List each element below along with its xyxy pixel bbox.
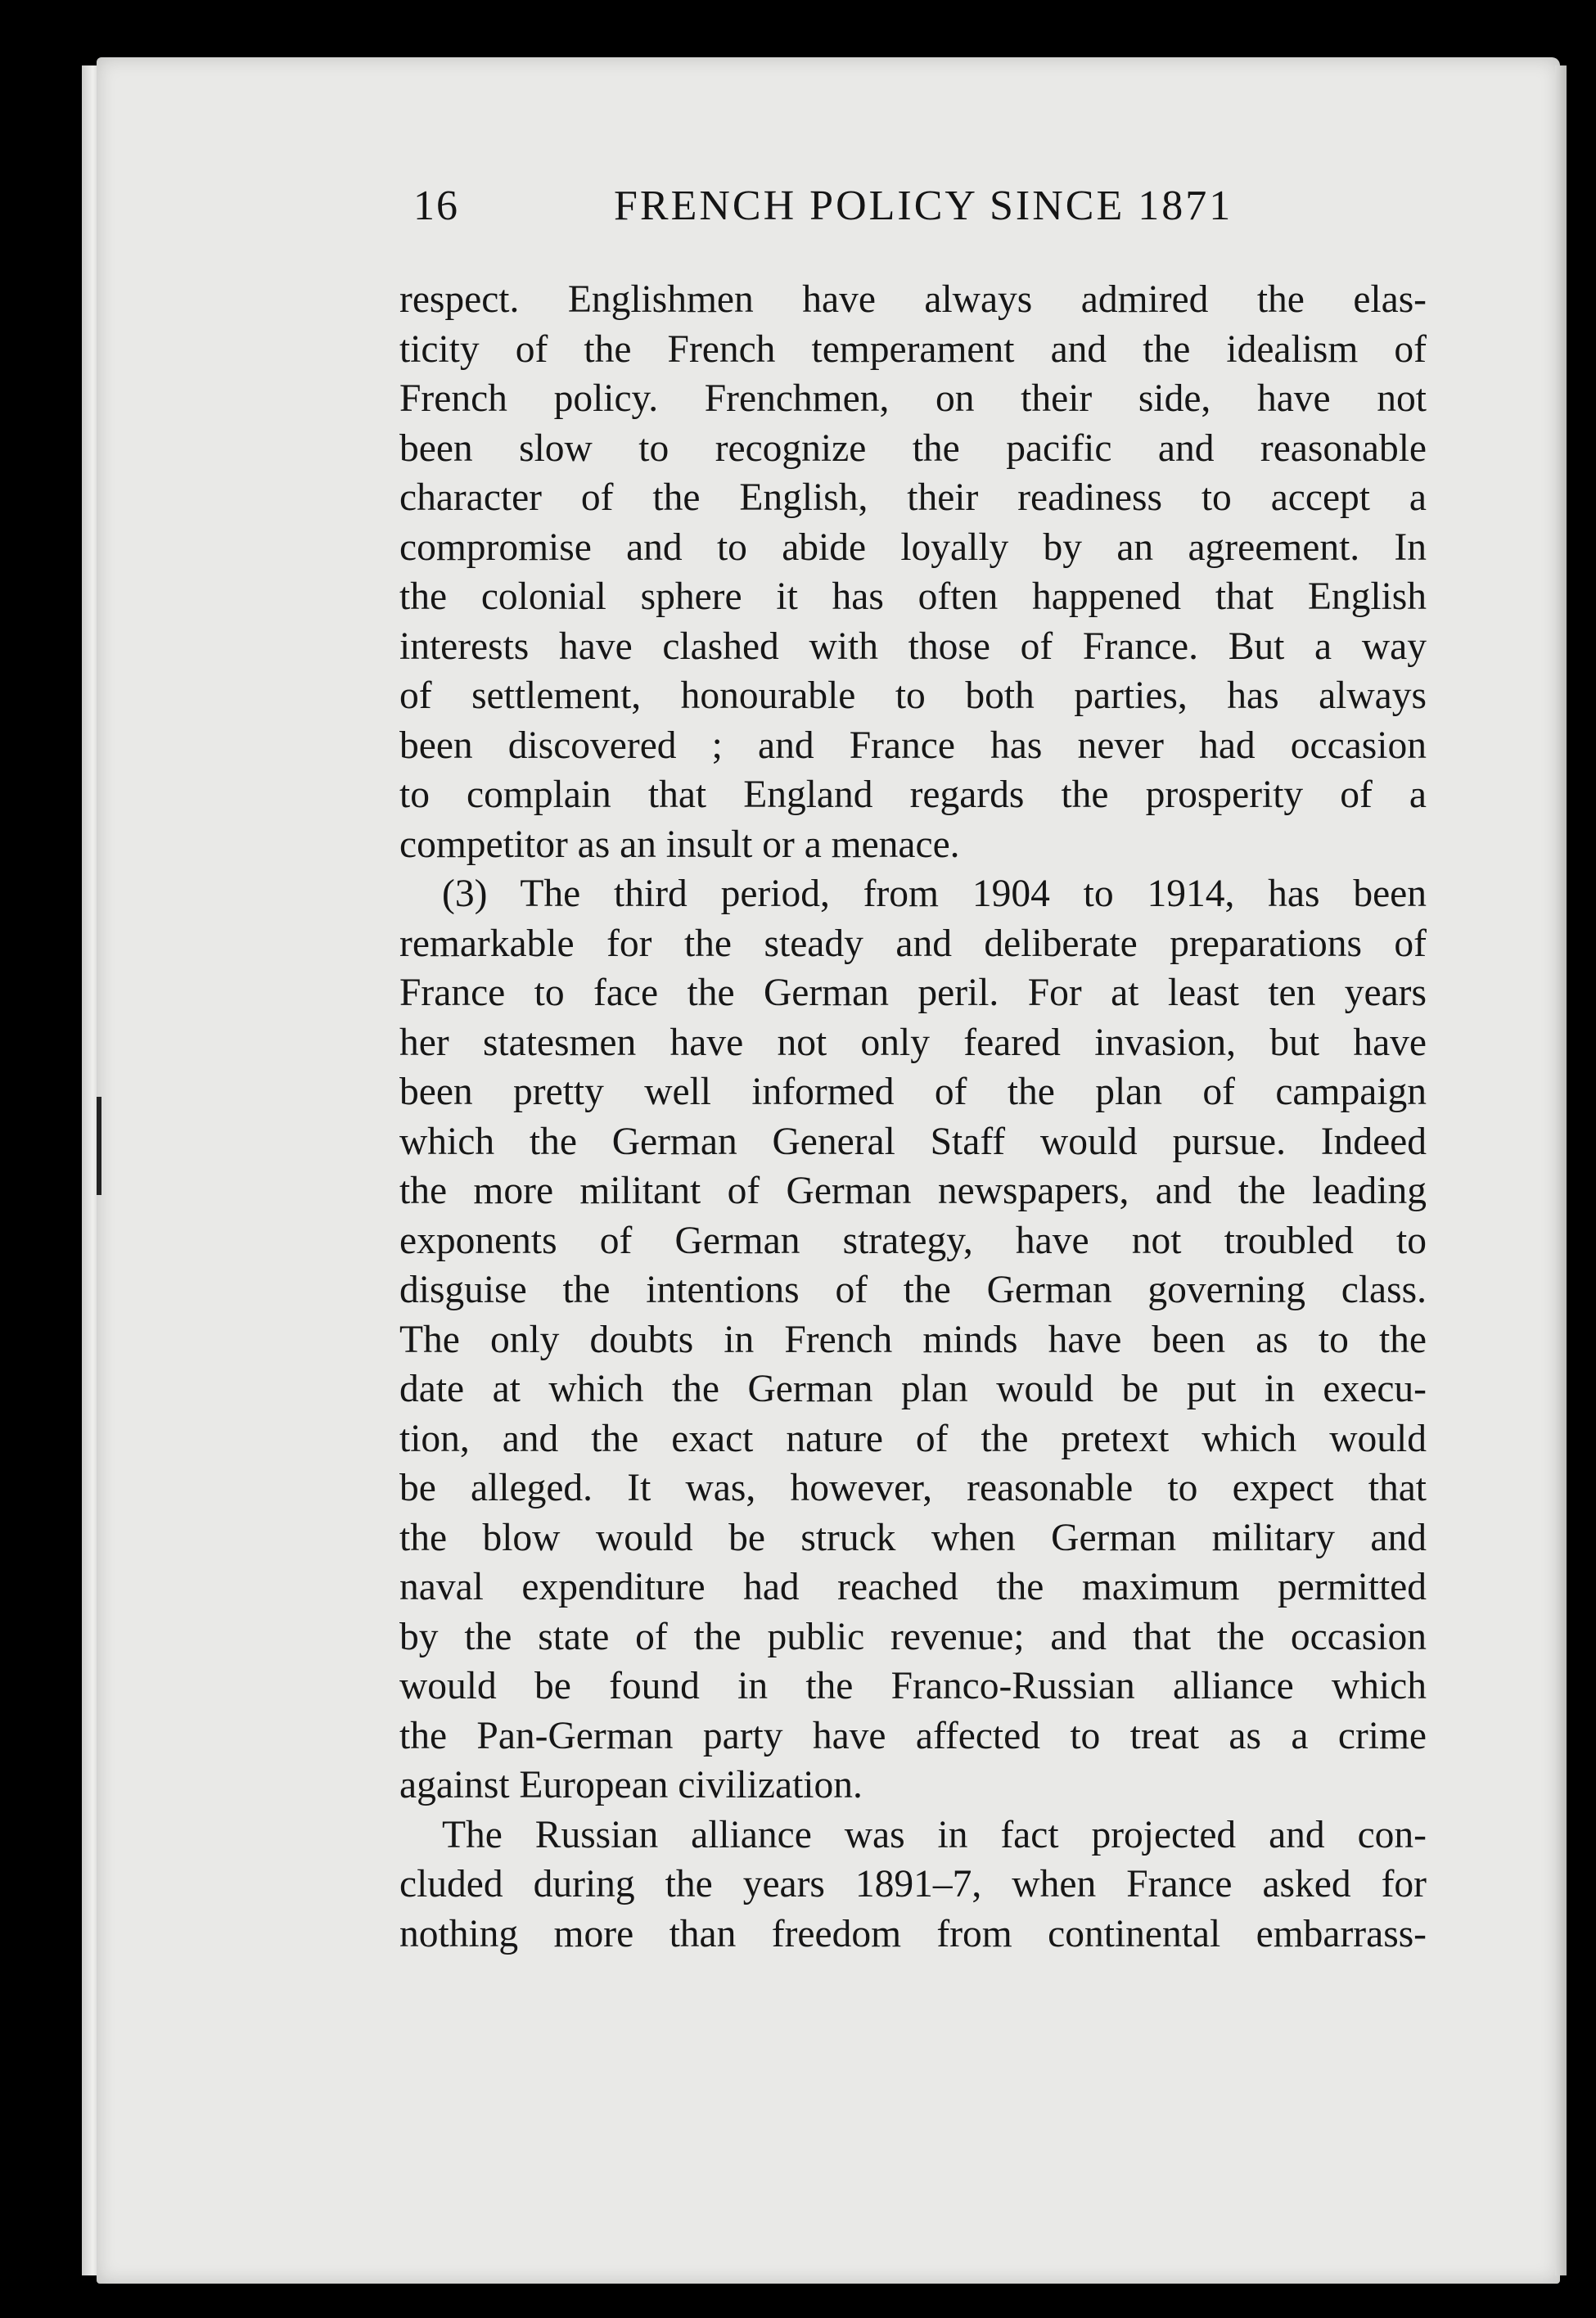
page-header <box>413 182 1408 247</box>
body-text <box>399 275 1427 1959</box>
text-line: of settlement, honourable to both parties, has always <box>399 674 1427 717</box>
text-line: tion, and the exact nature of the pretext which would <box>399 1417 1427 1460</box>
text-line: her statesmen have not only feared invasion, but have <box>399 1021 1427 1064</box>
text-line: The only doubts in French minds have been as to the <box>399 1318 1427 1361</box>
text-line: French policy. Frenchmen, on their side, have not <box>399 377 1427 420</box>
text-line: character of the English, their readiness to accept a <box>399 476 1427 519</box>
text-line: been pretty well informed of the plan of campaign <box>399 1071 1427 1113</box>
text-line: ticity of the French temperament and the idealism of <box>399 327 1427 371</box>
text-line: France to face the German peril. For at least ten years <box>399 972 1427 1014</box>
paragraph-3 <box>399 1811 1427 1959</box>
text-line: naval expenditure had reached the maximum permitted <box>399 1566 1427 1608</box>
text-line: the more militant of German newspapers, and the leading <box>399 1170 1427 1212</box>
text-line: remarkable for the steady and deliberate preparations of <box>399 922 1427 965</box>
text-line: exponents of German strategy, have not troubled to <box>399 1219 1427 1262</box>
page-number: 16 <box>413 183 459 229</box>
paragraph-1 <box>399 275 1427 869</box>
paragraph-2 <box>399 869 1427 1811</box>
text-line: be alleged. It was, however, reasonable to expect that <box>399 1467 1427 1509</box>
text-line: by the state of the public revenue; and that the occasion <box>399 1615 1427 1658</box>
text-line: the blow would be struck when German military and <box>399 1516 1427 1559</box>
running-title: FRENCH POLICY SINCE 1871 <box>614 183 1233 229</box>
text-line: been slow to recognize the pacific and reasonable <box>399 426 1427 470</box>
text-line: The Russian alliance was in fact projected and con- <box>442 1813 1427 1856</box>
page-edge-right <box>1555 65 1567 2275</box>
text-line: would be found in the Franco-Russian alliance which <box>399 1665 1427 1707</box>
text-line: the Pan-German party have affected to treat as a crime <box>399 1714 1427 1757</box>
text-line: interests have clashed with those of France. But a way <box>399 625 1427 668</box>
text-line: against European civilization. <box>399 1764 863 1806</box>
text-line: disguise the intentions of the German governing class. <box>399 1269 1427 1311</box>
text-line: the colonial sphere it has often happened that English <box>399 575 1427 618</box>
text-line: (3) The third period, from 1904 to 1914, has been <box>442 873 1427 915</box>
text-line: compromise and to abide loyally by an agreement. In <box>399 525 1427 569</box>
text-line: which the German General Staff would pursue. Indeed <box>399 1120 1427 1163</box>
text-line: respect. Englishmen have always admired the elas- <box>399 278 1427 321</box>
text-line: nothing more than freedom from continental embarrass- <box>399 1912 1427 1955</box>
text-line: to complain that England regards the prosperity of a <box>399 773 1427 816</box>
gutter-shadow-mark <box>97 1097 101 1195</box>
text-line: competitor as an insult or a menace. <box>399 823 960 866</box>
text-line: cluded during the years 1891–7, when France asked for <box>399 1863 1427 1905</box>
text-line: date at which the German plan would be put in execu- <box>399 1368 1427 1410</box>
text-line: been discovered ; and France has never had occasion <box>399 724 1427 767</box>
